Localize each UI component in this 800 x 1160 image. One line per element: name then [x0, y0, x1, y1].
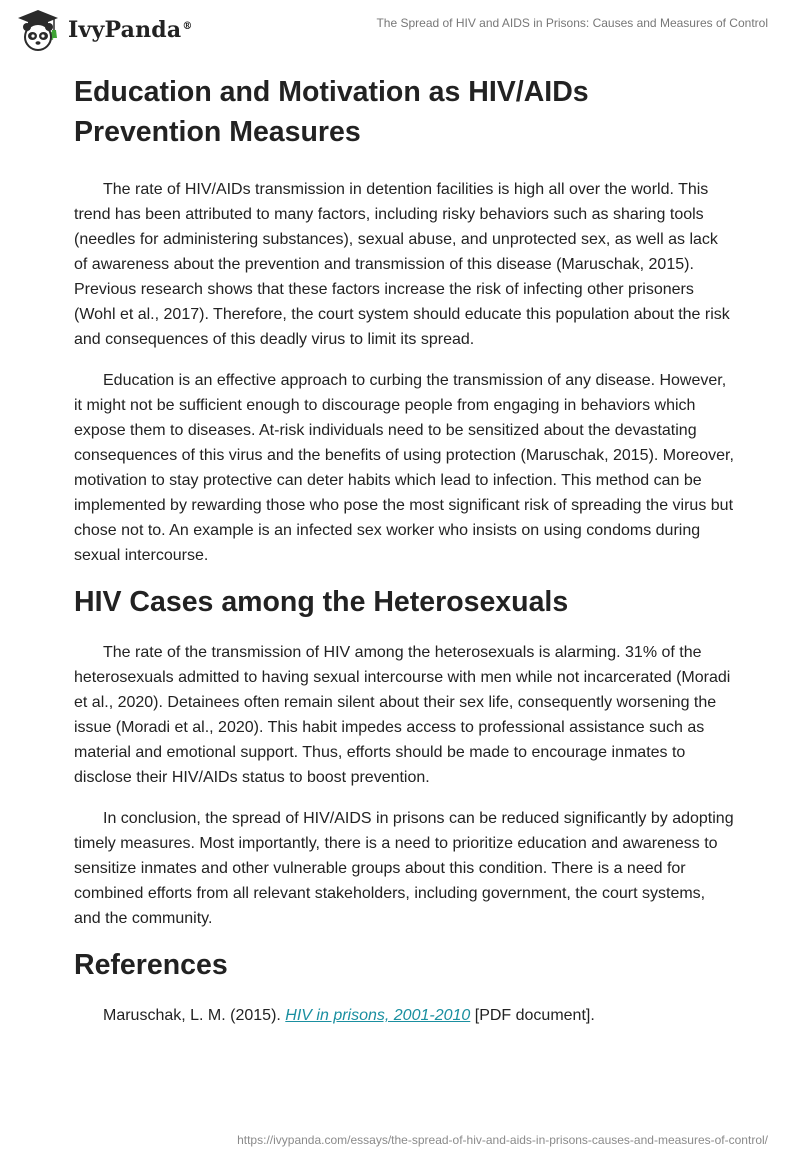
paragraph: In conclusion, the spread of HIV/AIDS in prisons can be reduced significantly by adopting timely measures. Most importantly, there is a need to prioritize education and awareness to sensitize inmates and other vulnerable groups about this condition. There is a need for combined efforts from all relevant stakeholders, including government, the court systems, and the community.	[74, 810, 734, 927]
paragraph: Education is an effective approach to curbing the transmission of any disease. However, it might not be sufficient enough to discourage people from engaging in behaviors which expose them to diseases. At-risk individuals need to be sensitized about the devastating consequences of this virus and the benefits of using protection (Maruschak, 2015). Moreover, motivation to stay protective can deter habits which lead to infection. This method can be implemented by rewarding those who pose the most significant risk of spreading the virus but chose not to. An example is an infected sex worker who insists on using condoms during sexual intercourse.	[74, 372, 734, 564]
registered-mark: ®	[182, 20, 193, 32]
source-url[interactable]: https://ivypanda.com/essays/the-spread-of-hiv-and-aids-in-prisons-causes-and-measures-of-control/	[237, 1133, 768, 1147]
document-title: The Spread of HIV and AIDS in Prisons: Causes and Measures of Control	[376, 16, 768, 30]
heading-heterosexuals: HIV Cases among the Heterosexuals	[74, 586, 569, 618]
brand-name[interactable]: IvyPanda®	[68, 17, 193, 43]
heading-education: Education and Motivation as HIV/AIDs Prevention Measures	[74, 76, 589, 148]
panda-logo-icon	[14, 8, 62, 52]
page-header	[0, 0, 800, 60]
article-content	[74, 72, 734, 1028]
heading-references: References	[74, 949, 228, 981]
reference-item: Maruschak, L. M. (2015). HIV in prisons, 2001-2010 [PDF document].	[103, 1007, 595, 1024]
logo[interactable]	[14, 8, 193, 52]
paragraph: The rate of HIV/AIDs transmission in detention facilities is high all over the world. This trend has been attributed to many factors, including risky behaviors such as sharing tools (needles for administering substances), sexual abuse, and unprotected sex, as well as lack of awareness about the prevention and transmission of this disease (Maruschak, 2015). Previous research shows that these factors increase the risk of infecting other prisoners (Wohl et al., 2017). Therefore, the court system should educate this population about the risk and consequences of this deadly virus to limit its spread.	[74, 181, 730, 348]
paragraph: The rate of the transmission of HIV among the heterosexuals is alarming. 31% of the heterosexuals admitted to having sexual intercourse with men while not incarcerated (Moradi et al., 2020). Detainees often remain silent about their sex life, consequently worsening the issue (Moradi et al., 2020). This habit impedes access to professional assistance such as material and emotional support. Thus, efforts should be made to encourage inmates to disclose their HIV/AIDs status to boost prevention.	[74, 644, 731, 786]
reference-link[interactable]: HIV in prisons, 2001-2010	[285, 1007, 471, 1024]
